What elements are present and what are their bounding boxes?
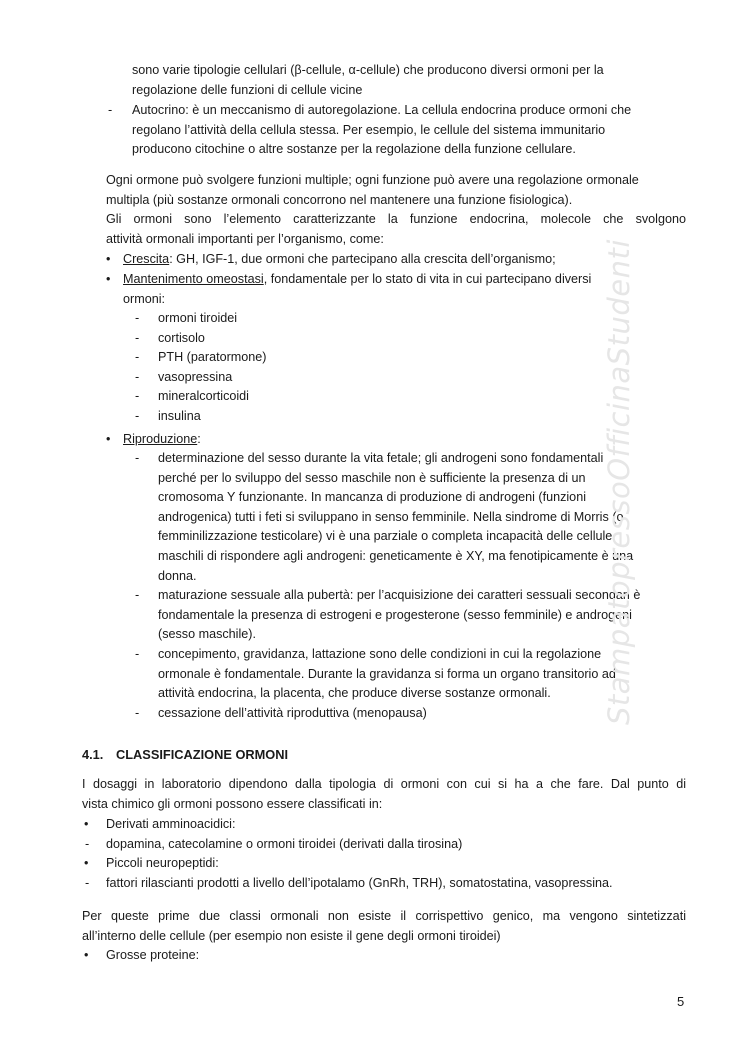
paragraph-line: Per queste prime due classi ormonali non esiste il corrispettivo genico, ma vengono sintetizzati <box>82 909 686 923</box>
autocrino-line: regolano l’attività della cellula stessa. Per esempio, le cellule del sistema immunitario <box>132 122 606 137</box>
watermark-text: StampatopressoOfficinaStudenti <box>602 239 636 725</box>
paragraph-line: attività ormonali importanti per l’organismo, come: <box>106 231 384 246</box>
crescita-text: : GH, IGF-1, due ormoni che partecipano alla crescita dell’organismo; <box>169 252 556 266</box>
autocrino-item <box>108 101 698 160</box>
list-item: - ormoni tiroidei <box>135 311 238 325</box>
bullet-grosse-proteine <box>82 946 482 966</box>
bullet-marker: • <box>106 272 111 286</box>
classes-list <box>82 815 692 893</box>
bullet-marker: • <box>106 432 111 446</box>
list-item: - fattori rilascianti prodotti a livello dell’ipotalamo (GnRh, TRH), somatostatina, vasopressina. <box>85 875 613 890</box>
paragraph-line: Ogni ormone può svolgere funzioni multiple; ogni funzione può avere una regolazione ormonale <box>106 173 639 187</box>
paragraph-hormones-role <box>106 210 686 249</box>
page-number: 5 <box>677 994 685 1009</box>
list-item: - cessazione dell’attività riproduttiva (menopausa) <box>135 705 427 720</box>
list-item: - insulina <box>135 408 201 423</box>
intro-line: regolazione delle funzioni di cellule vicine <box>132 82 363 97</box>
omeostasi-line2: ormoni: <box>123 291 165 306</box>
riproduzione-text: : <box>197 432 201 446</box>
dash-marker: - <box>108 103 113 117</box>
omeostasi-sublist <box>135 309 435 427</box>
grosse-proteine-text: Grosse proteine: <box>106 948 200 962</box>
crescita-term: Crescita <box>123 252 170 266</box>
paragraph-line: multipla (più sostanze ormonali concorrono nel mantenere una funzione fisiologica). <box>106 192 573 207</box>
paragraph-line: Gli ormoni sono l’elemento caratterizzante la funzione endocrina, molecole che svolgono <box>106 212 686 226</box>
section-title: CLASSIFICAZIONE ORMONI <box>116 747 289 762</box>
list-item: - dopamina, catecolamine o ormoni tiroidei (derivati dalla tirosina) <box>85 836 463 851</box>
omeostasi-term: Mantenimento omeostasi <box>123 272 264 286</box>
list-item: - concepimento, gravidanza, lattazione sono delle condizioni in cui la regolazione ormonale è fondamentale. Durante la gravidanza si forma un organo transitorio ad attività endocrina, la placenta, che produce diverse sostanze ormonali. <box>135 646 616 701</box>
omeostasi-text: , fondamentale per lo stato di vita in cui partecipano diversi <box>263 272 592 286</box>
autocrino-line: Autocrino: è un meccanismo di autoregolazione. La cellula endocrina produce ormoni che <box>132 103 632 117</box>
paragraph-multiple-functions <box>106 171 686 210</box>
paragraph-dosaggi <box>82 775 686 814</box>
paragraph-line: I dosaggi in laboratorio dipendono dalla tipologia di ormoni con cui si ha a che fare. Dal punto di <box>82 777 686 791</box>
bullet-marker: • <box>106 252 111 266</box>
section-number: 4.1. <box>82 747 104 762</box>
bullet-marker: • <box>84 948 89 962</box>
autocrino-line: producono citochine o altre sostanze per la regolazione della funzione cellulare. <box>132 142 576 157</box>
list-item: - vasopressina <box>135 369 233 384</box>
section-heading <box>82 745 288 765</box>
paragraph-classi <box>82 907 686 946</box>
list-item: - mineralcorticoidi <box>135 389 249 404</box>
paragraph-line: vista chimico gli ormoni possono essere classificati in: <box>82 796 383 811</box>
paragraph-line: all’interno delle cellule (per esempio non esiste il gene degli ormoni tiroidei) <box>82 928 501 943</box>
list-item: - maturazione sessuale alla pubertà: per l’acquisizione dei caratteri sessuali secondari è fondamentale la presenza di estrogeni e progesterone (sesso femminile) e androgeni (sesso maschile). <box>135 588 641 642</box>
riproduzione-term: Riproduzione <box>123 432 198 446</box>
list-item: • Piccoli neuropeptidi: <box>84 856 219 871</box>
list-item: - cortisolo <box>135 330 205 345</box>
intro-continuation <box>132 61 692 100</box>
list-item: - determinazione del sesso durante la vita fetale; gli androgeni sono fondamentali perché per lo sviluppo del sesso maschile non è sufficiente la presenza di un cromosoma Y funzionante. In mancanza di produzione di androgeni (funzioni androgenica) tutti i feti si sviluppano in senso femminile. Nella sindrome di Morris (o femminilizzazione testicolare) vi è una parziale o completa incapacità delle cellule maschili di rispondere agli androgeni: geneticamente è XY, ma fenotipicamente è una donna. <box>135 451 634 583</box>
intro-line: sono varie tipologie cellulari (β-cellule, α-cellule) che producono diversi ormoni per la <box>132 63 604 77</box>
list-item: - PTH (paratormone) <box>135 350 267 365</box>
list-item: • Derivati amminoacidici: <box>84 817 236 831</box>
